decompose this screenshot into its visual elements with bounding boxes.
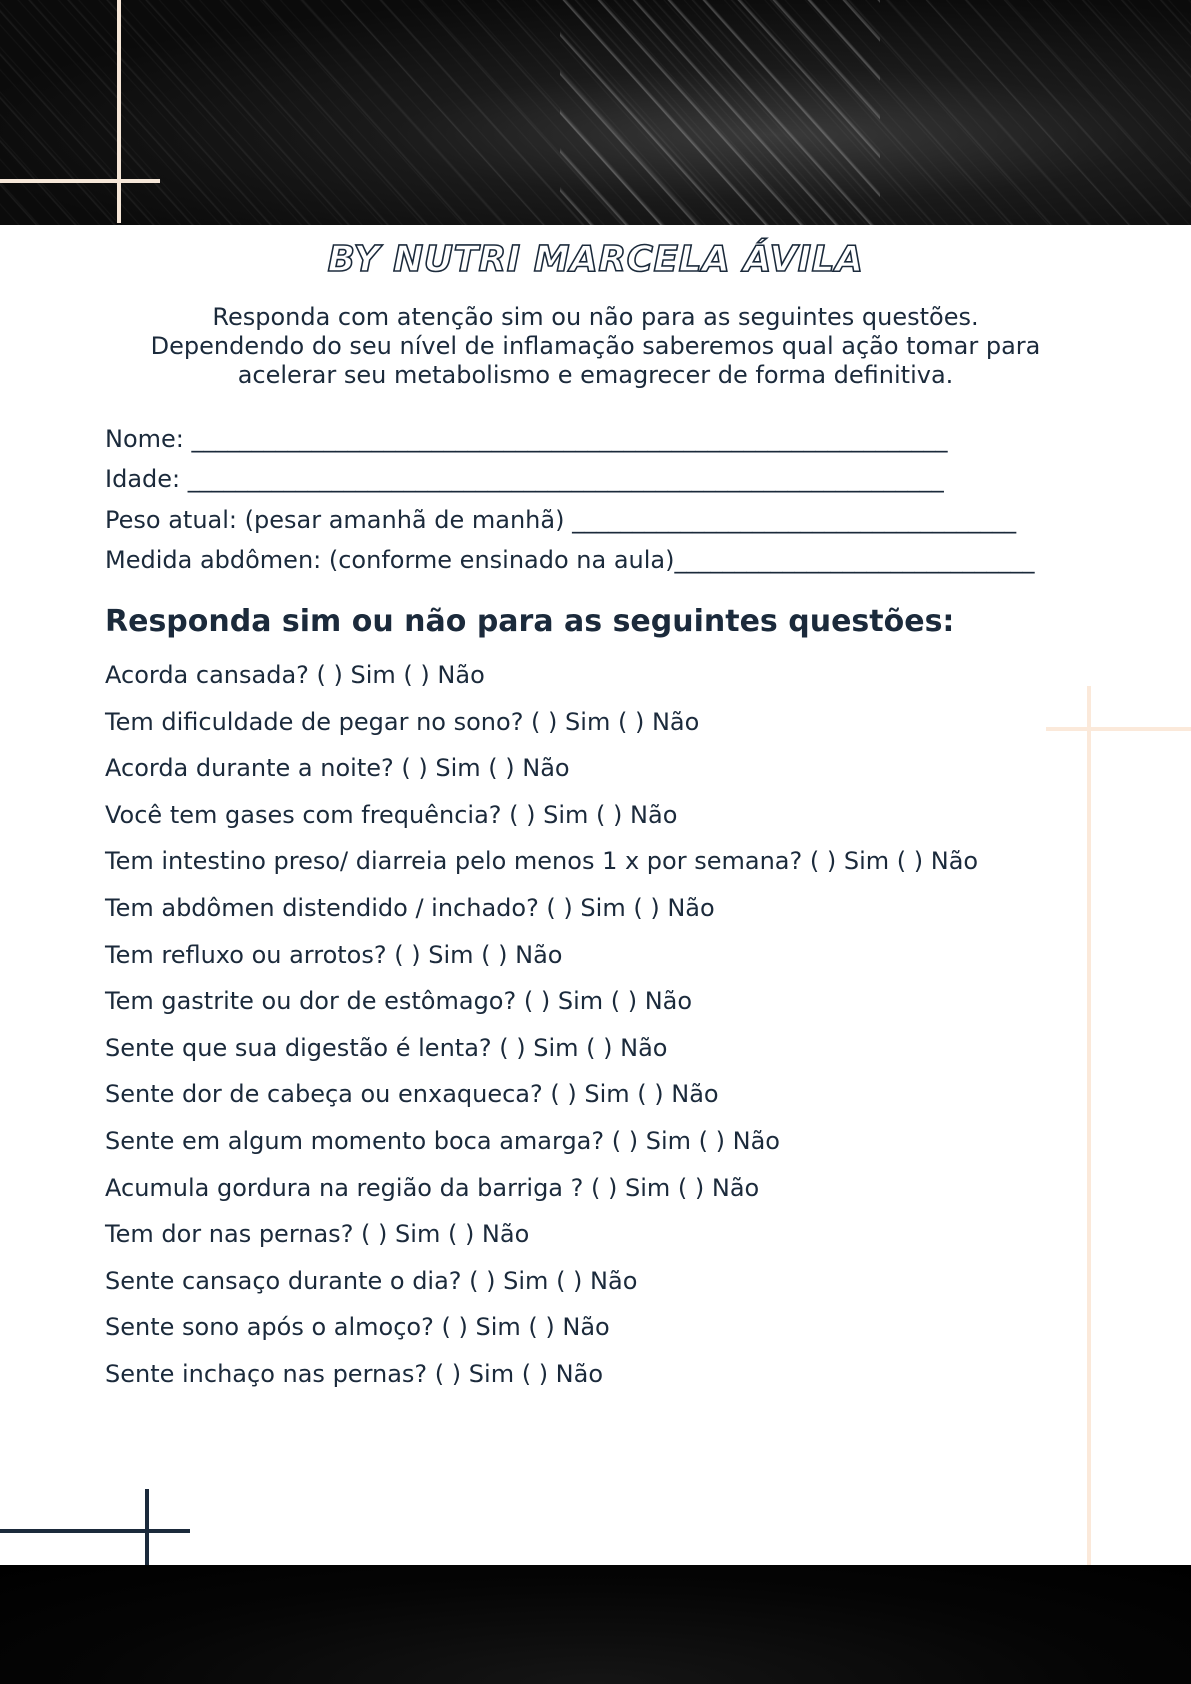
questions-heading: Responda sim ou não para as seguintes questões: (105, 604, 955, 639)
questions-list (105, 652, 1065, 1398)
header-cross-horizontal-line (0, 179, 160, 183)
question-item[interactable]: Sente cansaço durante o dia? ( ) Sim ( ) Não (105, 1266, 638, 1295)
question-item[interactable]: Tem dificuldade de pegar no sono? ( ) Sim ( ) Não (105, 707, 700, 736)
header-diagonal-shine (560, 0, 880, 225)
question-item[interactable]: Sente sono após o almoço? ( ) Sim ( ) Não (105, 1313, 610, 1342)
intro-line-2: Dependendo do seu nível de inflamação saberemos qual ação tomar para (150, 332, 1041, 360)
medida-abdomen-field[interactable]: Medida abdômen: (conforme ensinado na aula)______________________________ (105, 545, 1035, 574)
question-item[interactable]: Sente dor de cabeça ou enxaqueca? ( ) Sim ( ) Não (105, 1080, 719, 1109)
question-item[interactable]: Sente inchaço nas pernas? ( ) Sim ( ) Não (105, 1359, 604, 1388)
question-item[interactable]: Sente que sua digestão é lenta? ( ) Sim ( ) Não (105, 1033, 668, 1062)
intro-line-1: Responda com atenção sim ou não para as seguintes questões. (212, 303, 979, 331)
personal-info-fields (105, 419, 1135, 580)
question-item[interactable]: Acorda durante a noite? ( ) Sim ( ) Não (105, 754, 570, 783)
brand-title: BY NUTRI MARCELA ÁVILA (327, 239, 864, 280)
right-cream-vertical-line (1087, 686, 1091, 1566)
right-cream-horizontal-line (1046, 727, 1191, 731)
question-item[interactable]: Acorda cansada? ( ) Sim ( ) Não (105, 661, 485, 689)
question-item[interactable]: Tem dor nas pernas? ( ) Sim ( ) Não (105, 1220, 530, 1249)
footer-banner (0, 1565, 1191, 1684)
intro-line-3: acelerar seu metabolismo e emagrecer de forma definitiva. (237, 361, 954, 389)
question-item[interactable]: Tem gastrite ou dor de estômago? ( ) Sim ( ) Não (105, 987, 693, 1016)
idade-field[interactable]: Idade: _______________________________________________________________ (105, 465, 944, 494)
header-cross-vertical-line (117, 0, 121, 223)
bottom-left-navy-horizontal-line (0, 1529, 190, 1533)
question-item[interactable]: Tem abdômen distendido / inchado? ( ) Sim ( ) Não (105, 893, 715, 922)
question-item[interactable]: Acumula gordura na região da barriga ? ( ) Sim ( ) Não (105, 1173, 760, 1202)
bottom-left-navy-vertical-line (145, 1489, 149, 1565)
question-item[interactable]: Você tem gases com frequência? ( ) Sim ( ) Não (105, 800, 678, 829)
question-item[interactable]: Tem intestino preso/ diarreia pelo menos 1 x por semana? ( ) Sim ( ) Não (105, 847, 979, 876)
header-banner (0, 0, 1191, 225)
question-item[interactable]: Tem refluxo ou arrotos? ( ) Sim ( ) Não (105, 940, 563, 969)
nome-field[interactable]: Nome: _______________________________________________________________ (105, 425, 948, 453)
intro-paragraph (100, 303, 1091, 390)
peso-field[interactable]: Peso atual: (pesar amanhã de manhã) _____________________________________ (105, 505, 1017, 534)
question-item[interactable]: Sente em algum momento boca amarga? ( ) Sim ( ) Não (105, 1126, 780, 1155)
